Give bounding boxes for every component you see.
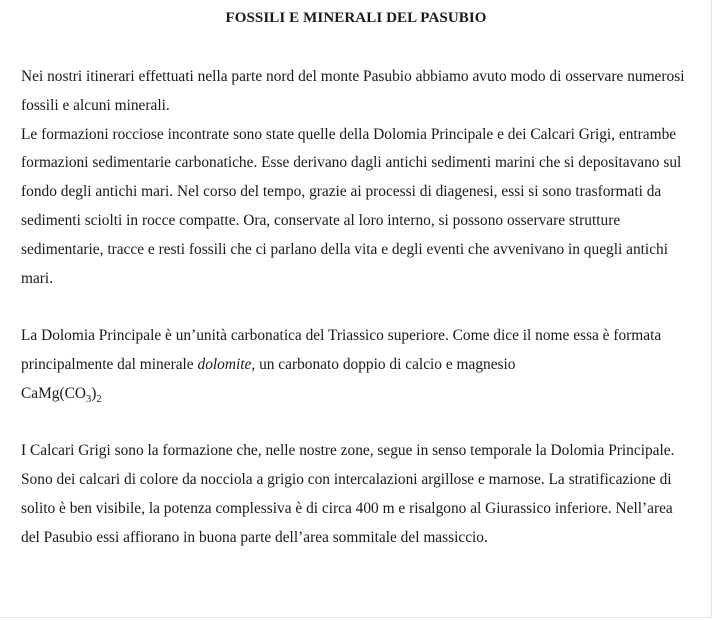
- dolomite-term: dolomite: [197, 355, 252, 373]
- paragraph-spacer: [21, 293, 693, 322]
- dolomia-text-after: , un carbonato doppio di calcio e magnesio: [251, 355, 516, 373]
- document-body: [21, 63, 693, 553]
- paragraph-spacer: [21, 409, 693, 438]
- intro-paragraph-1: Nei nostri itinerari effettuati nella parte nord del monte Pasubio abbiamo avuto modo di osservare numerosi fossili e alcuni minerali.: [21, 68, 685, 114]
- formula-close-paren: ): [91, 384, 97, 402]
- dolomia-text-before: La Dolomia Principale è un’unità carbonatica del Triassico superiore. Come dice il nome essa è formata principalmente dal minerale: [21, 327, 662, 373]
- intro-paragraph-2: Le formazioni rocciose incontrate sono state quelle della Dolomia Principale e dei Calcari Grigi, entrambe formazioni sedimentarie carbonatiche. Esse derivano dagli antichi sedimenti marini che si depositavano sul fondo degli antichi mari. Nel corso del tempo, grazie ai processi di diagenesi, essi si sono trasformati da sedimenti sciolti in rocce compatte. Ora, conservate al loro interno, si possono osservare strutture sedimentarie, tracce e resti fossili che ci parlano della vita e degli eventi che avvenivano in quegli antichi mari.: [21, 125, 682, 287]
- formula-subscript-3: 3: [85, 393, 92, 405]
- formula-base: CaMg(CO: [21, 384, 86, 402]
- formula-subscript-2: 2: [96, 393, 102, 405]
- document-title: FOSSILI E MINERALI DEL PASUBIO: [225, 10, 487, 26]
- chemical-formula: [21, 384, 102, 405]
- calcari-paragraph: I Calcari Grigi sono la formazione che, nelle nostre zone, segue in senso temporale la Dolomia Principale. Sono dei calcari di colore da nocciola a grigio con intercalazioni argillose e marnose. La stratificazione di solito è ben visibile, la potenza complessiva è di circa 400 m e risalgono al Giurassico inferiore. Nell’area del Pasubio essi affiorano in buona parte dell’area sommitale del massiccio.: [21, 442, 675, 546]
- dolomia-paragraph: [21, 322, 693, 408]
